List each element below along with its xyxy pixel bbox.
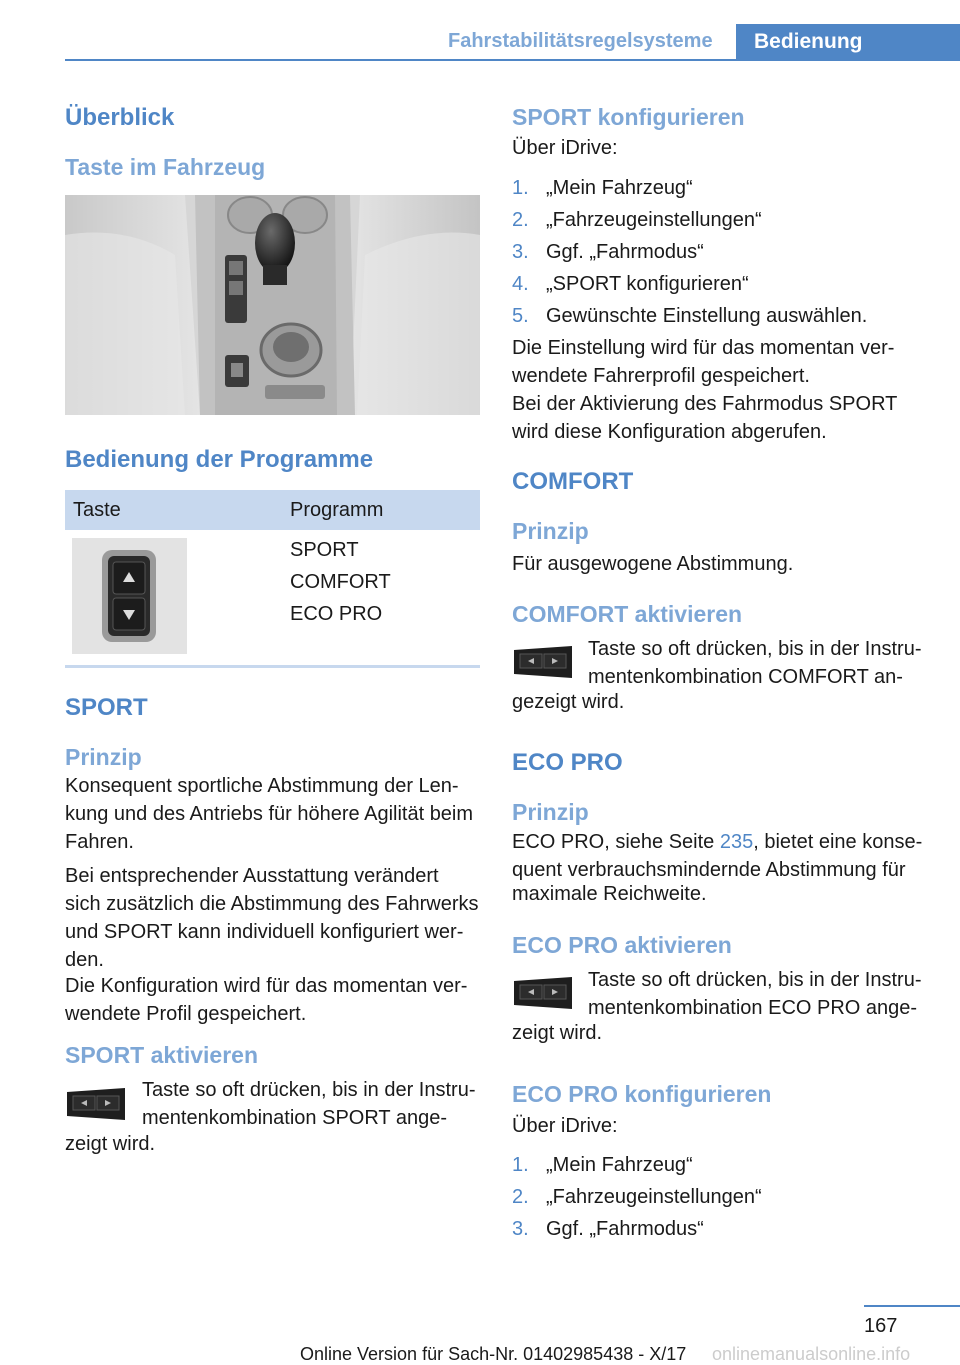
sport-konfiguration-line-2: wendete Profil gespeichert. [65, 1003, 307, 1025]
sport-ausstattung-line-1: Bei entsprechender Ausstattung verändert [65, 865, 439, 887]
heading-eco-pro-aktivieren: ECO PRO aktivieren [512, 932, 732, 958]
table-header-taste: Taste [73, 499, 121, 521]
table-header-programm: Programm [290, 499, 384, 521]
eco-aktivieren-line-1: Taste so oft drücken, bis in der Instru- [588, 969, 922, 991]
step-number: 2. [512, 1186, 529, 1208]
heading-sport-konfigurieren: SPORT konfigurieren [512, 104, 745, 130]
heading-comfort-prinzip: Prinzip [512, 518, 589, 544]
step-number: 3. [512, 1218, 529, 1240]
step-text: „Fahrzeugeinstellungen“ [546, 209, 762, 231]
konf-note-line-2: wendete Fahrerprofil gespeichert. [512, 365, 810, 387]
header-rule [65, 59, 960, 61]
sport-ausstattung-line-2: sich zusätzlich die Abstimmung des Fahrwerks [65, 893, 479, 915]
heading-sport-prinzip: Prinzip [65, 744, 142, 770]
heading-sport-aktivieren: SPORT aktivieren [65, 1042, 259, 1068]
footer-online-version: Online Version für Sach-Nr. 01402985438 - X/17 [300, 1344, 687, 1364]
step-text: Ggf. „Fahrmodus“ [546, 241, 704, 263]
heading-bedienung-der-programme: Bedienung der Programme [65, 446, 374, 473]
step-text: „Fahrzeugeinstellungen“ [546, 1186, 762, 1208]
header-chapter-tab: Bedienung [736, 24, 960, 61]
eco-prinzip-line-2: quent verbrauchsmindernde Abstimmung für [512, 859, 906, 881]
program-sport: SPORT [290, 539, 359, 561]
header-section-title: Fahrstabilitätsregelsysteme [448, 30, 713, 52]
heading-ueberblick: Überblick [65, 104, 175, 131]
heading-eco-pro-konfigurieren: ECO PRO konfigurieren [512, 1081, 772, 1107]
heading-eco-pro-prinzip: Prinzip [512, 799, 589, 825]
page-reference-link[interactable]: 235 [719, 831, 754, 853]
sport-aktivieren-line-1: Taste so oft drücken, bis in der Instru- [142, 1079, 476, 1101]
heading-taste-im-fahrzeug: Taste im Fahrzeug [65, 154, 266, 180]
watermark: onlinemanualsonline.info [712, 1344, 911, 1364]
rocker-switch-icon [512, 646, 574, 683]
step-number: 1. [512, 177, 529, 199]
comfort-aktivieren-line-3: gezeigt wird. [512, 691, 625, 713]
eco-prinzip-line-1 [512, 828, 922, 856]
step-text: „Mein Fahrzeug“ [546, 1154, 693, 1176]
step-text: „SPORT konfigurieren“ [546, 273, 749, 295]
konf-note-line-1: Die Einstellung wird für das momentan ver- [512, 337, 895, 359]
sport-konfiguration-line-1: Die Konfiguration wird für das momentan ver- [65, 975, 468, 997]
sport-prinzip-line-3: Fahren. [65, 831, 134, 853]
table-header [65, 490, 480, 530]
heading-sport: SPORT [65, 694, 148, 721]
konf-note-line-3: Bei der Aktivierung des Fahrmodus SPORT [512, 393, 898, 415]
table-bottom-rule [65, 665, 480, 668]
sport-prinzip-line-2: kung und des Antriebs für höhere Agilität beim [65, 803, 474, 825]
center-console-photo [65, 195, 480, 415]
program-comfort: COMFORT [290, 571, 391, 593]
step-number: 4. [512, 273, 529, 295]
heading-comfort-aktivieren: COMFORT aktivieren [512, 601, 743, 627]
sport-aktivieren-line-2: mentenkombination SPORT ange- [142, 1107, 447, 1129]
step-text: „Mein Fahrzeug“ [546, 177, 693, 199]
step-number: 1. [512, 1154, 529, 1176]
konf-note-line-4: wird diese Konfiguration abgerufen. [512, 421, 827, 443]
eco-aktivieren-line-3: zeigt wird. [512, 1022, 603, 1044]
eco-aktivieren-line-2: mentenkombination ECO PRO ange- [588, 997, 918, 1019]
step-number: 5. [512, 305, 529, 327]
sport-aktivieren-line-3: zeigt wird. [65, 1133, 156, 1155]
sport-prinzip-line-1: Konsequent sportliche Abstimmung der Len- [65, 775, 459, 797]
heading-comfort: COMFORT [512, 468, 634, 495]
eco-prinzip-text: , bietet eine konse- [753, 831, 923, 853]
step-number: 2. [512, 209, 529, 231]
sport-ausstattung-line-3: und SPORT kann individuell konfiguriert wer- [65, 921, 464, 943]
heading-eco-pro: ECO PRO [512, 749, 623, 776]
comfort-prinzip-text: Für ausgewogene Abstimmung. [512, 553, 794, 575]
footer-rule [864, 1305, 960, 1307]
comfort-aktivieren-line-1: Taste so oft drücken, bis in der Instru- [588, 638, 922, 660]
idrive-label-1: Über iDrive: [512, 137, 618, 159]
step-number: 3. [512, 241, 529, 263]
program-switch-image [72, 538, 187, 654]
sport-ausstattung-line-4: den. [65, 949, 104, 971]
program-eco-pro: ECO PRO [290, 603, 383, 625]
eco-prinzip-text: ECO PRO, siehe Seite [512, 831, 720, 853]
rocker-switch-icon [65, 1088, 127, 1125]
rocker-switch-icon [512, 977, 574, 1014]
idrive-label-2: Über iDrive: [512, 1115, 618, 1137]
comfort-aktivieren-line-2: mentenkombination COMFORT an- [588, 666, 903, 688]
step-text: Gewünschte Einstellung auswählen. [546, 305, 868, 327]
eco-prinzip-line-3: maximale Reichweite. [512, 883, 707, 905]
step-text: Ggf. „Fahrmodus“ [546, 1218, 704, 1240]
page-number: 167 [864, 1315, 898, 1337]
